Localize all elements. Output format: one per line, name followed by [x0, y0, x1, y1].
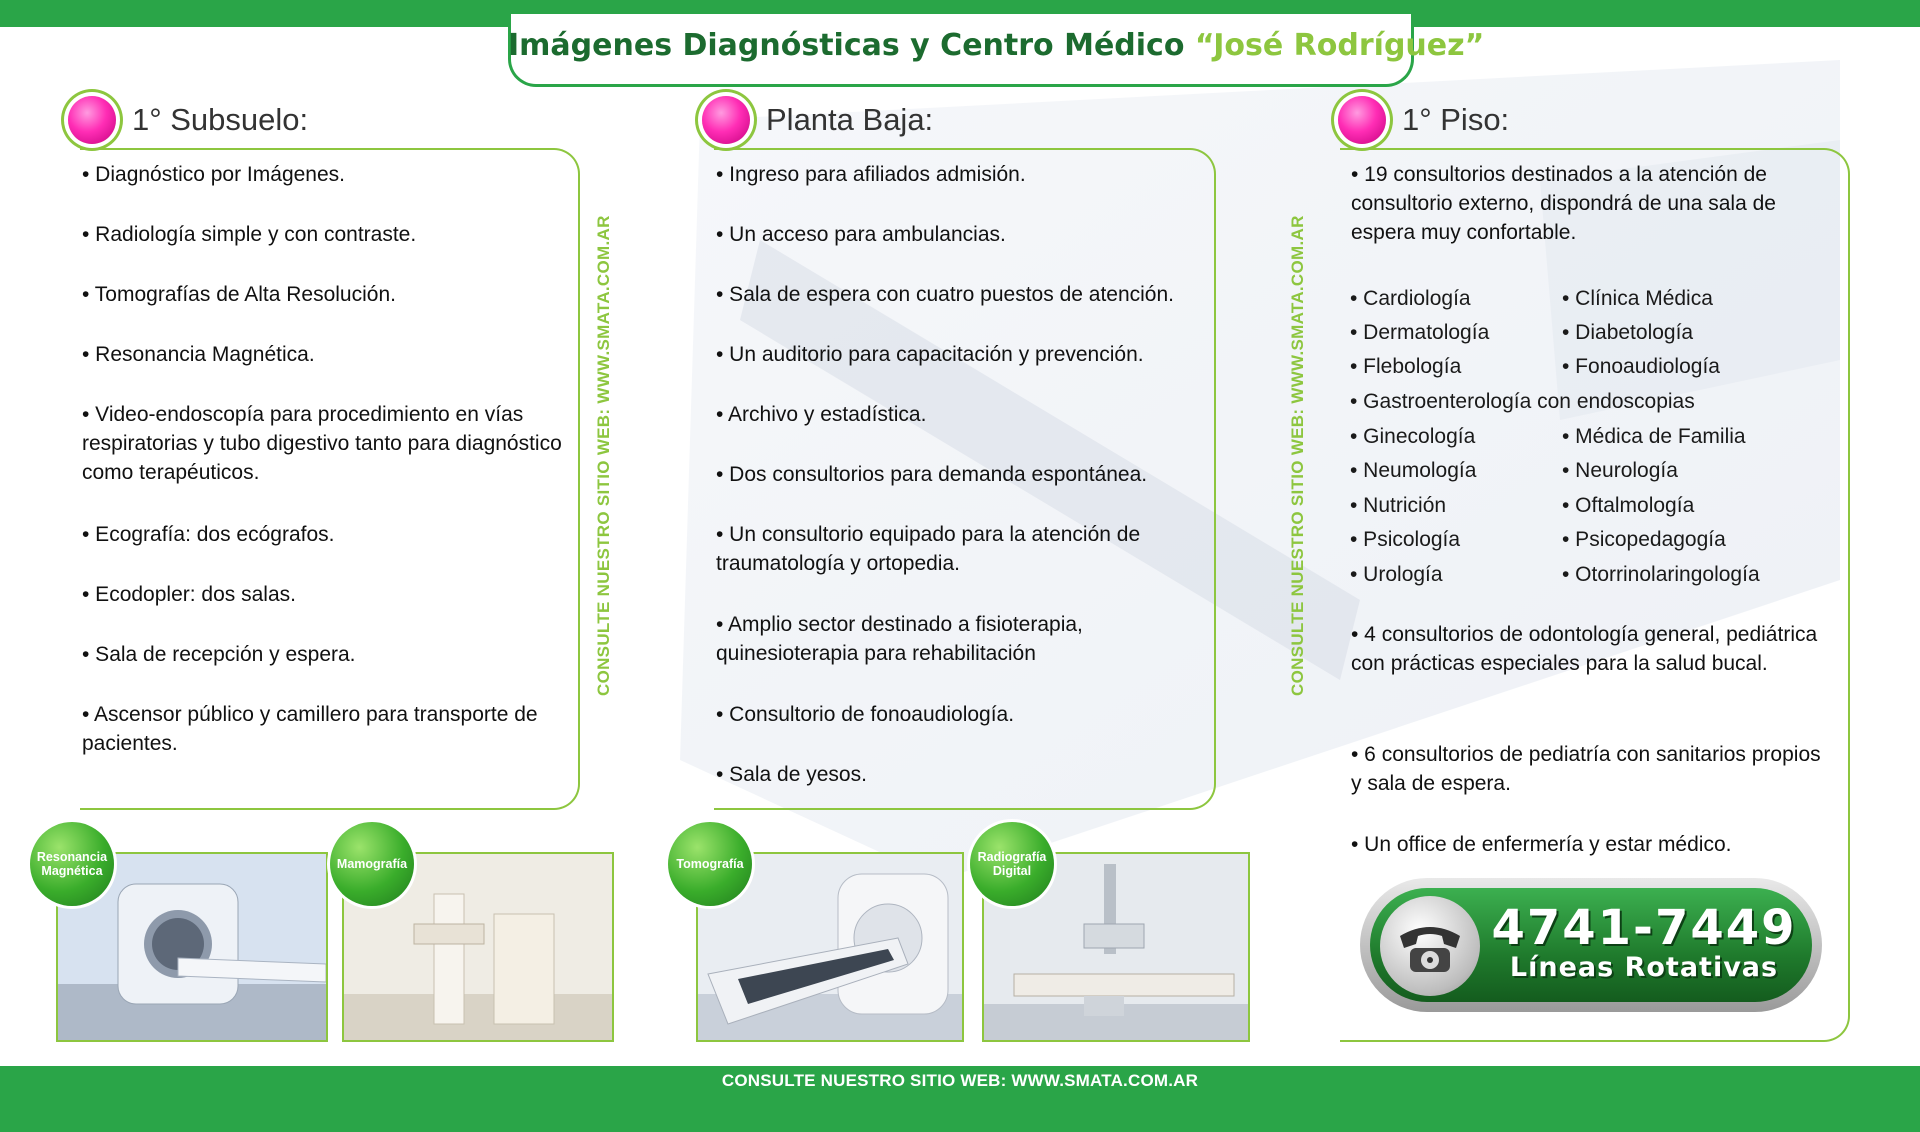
- list-item: • Psicopedagogía: [1562, 528, 1726, 551]
- piso1-intro: • 19 consultorios destinados a la atención de consultorio externo, dispondrá de una sala de espera muy confortable.: [1351, 163, 1776, 244]
- list-item: • Video-endoscopía para procedimiento en vías respiratorias y tubo digestivo tanto para diagnóstico como terapéuticos.: [82, 403, 562, 484]
- title-accent: “José Rodríguez”: [1194, 28, 1485, 63]
- badge-tomografia: Tomografía: [668, 822, 752, 906]
- list-item: • Diagnóstico por Imágenes.: [82, 163, 345, 186]
- list-item: • Sala de espera con cuatro puestos de atención.: [716, 283, 1174, 306]
- telephone-icon: [1380, 896, 1480, 996]
- page-title: [508, 28, 1485, 63]
- list-item: • Resonancia Magnética.: [82, 343, 315, 366]
- list-item: • Dos consultorios para demanda espontánea.: [716, 463, 1148, 486]
- badge-resonancia: Resonancia Magnética: [30, 822, 114, 906]
- list-item: • Ascensor público y camillero para transporte de pacientes.: [82, 703, 538, 755]
- side-website-text: CONSULTE NUESTRO SITIO WEB: WWW.SMATA.COM.AR: [594, 215, 613, 696]
- list-item: • Tomografías de Alta Resolución.: [82, 283, 396, 306]
- planta-baja-title: Planta Baja:: [766, 102, 934, 137]
- title-main: Imágenes Diagnósticas y Centro Médico: [508, 28, 1195, 63]
- subsuelo-heading: [68, 96, 308, 144]
- list-item: • Ecografía: dos ecógrafos.: [82, 523, 335, 546]
- footer-website-text: CONSULTE NUESTRO SITIO WEB: WWW.SMATA.COM.AR: [721, 1071, 1199, 1090]
- phone-number: 4741-7449: [1491, 900, 1797, 956]
- list-item: • Oftalmología: [1562, 494, 1695, 517]
- list-item: • Amplio sector destinado a fisioterapia, quinesioterapia para rehabilitación: [716, 613, 1083, 665]
- badge-mamografia: Mamografía: [330, 822, 414, 906]
- list-item: • Ingreso para afiliados admisión.: [716, 163, 1026, 186]
- phone-icon-holder: [1380, 896, 1480, 996]
- pink-bullet-icon: [68, 96, 116, 144]
- pink-bullet-icon: [1338, 96, 1386, 144]
- list-item: • Archivo y estadística.: [716, 403, 927, 426]
- piso1-heading: [1338, 96, 1509, 144]
- badge-radiografia: Radiografía Digital: [970, 822, 1054, 906]
- list-item: • Urología: [1350, 563, 1443, 586]
- pediatria-text: • 6 consultorios de pediatría con sanitarios propios y sala de espera.: [1351, 743, 1821, 795]
- list-item: • Psicología: [1350, 528, 1461, 551]
- list-item: • Neumología: [1350, 459, 1477, 482]
- list-item: • Un acceso para ambulancias.: [716, 223, 1006, 246]
- list-item: • Diabetología: [1562, 321, 1694, 344]
- subsuelo-title: 1° Subsuelo:: [132, 102, 309, 137]
- list-item: • Consultorio de fonoaudiología.: [716, 703, 1015, 726]
- list-item: • Un auditorio para capacitación y prevención.: [716, 343, 1144, 366]
- list-item: • Clínica Médica: [1562, 287, 1713, 310]
- list-item: • Ecodopler: dos salas.: [82, 583, 296, 606]
- side-website-text: CONSULTE NUESTRO SITIO WEB: WWW.SMATA.COM.AR: [1288, 215, 1307, 696]
- planta-baja-heading: [702, 96, 933, 144]
- list-item: • Flebología: [1350, 355, 1462, 378]
- list-item: • Un consultorio equipado para la atención de traumatología y ortopedia.: [716, 523, 1141, 575]
- list-item: • Sala de yesos.: [716, 763, 867, 786]
- list-item: • Otorrinolaringología: [1562, 563, 1760, 586]
- list-item: • Fonoaudiología: [1562, 355, 1720, 378]
- list-item: • Sala de recepción y espera.: [82, 643, 356, 666]
- list-item: • Ginecología: [1350, 425, 1476, 448]
- pink-bullet-icon: [702, 96, 750, 144]
- piso1-title: 1° Piso:: [1402, 102, 1510, 137]
- list-item: • Médica de Familia: [1562, 425, 1746, 448]
- list-item: • Nutrición: [1350, 494, 1447, 517]
- list-item: • Radiología simple y con contraste.: [82, 223, 417, 246]
- list-item: • Gastroenterología con endoscopias: [1350, 390, 1695, 413]
- list-item: • Dermatología: [1350, 321, 1490, 344]
- list-item: • Cardiología: [1350, 287, 1471, 310]
- office-text: • Un office de enfermería y estar médico.: [1351, 833, 1732, 856]
- list-item: • Neurología: [1562, 459, 1678, 482]
- odontologia-text: • 4 consultorios de odontología general, pediátrica con prácticas especiales para la salud bucal.: [1351, 623, 1818, 675]
- phone-subtitle: Líneas Rotativas: [1509, 952, 1779, 983]
